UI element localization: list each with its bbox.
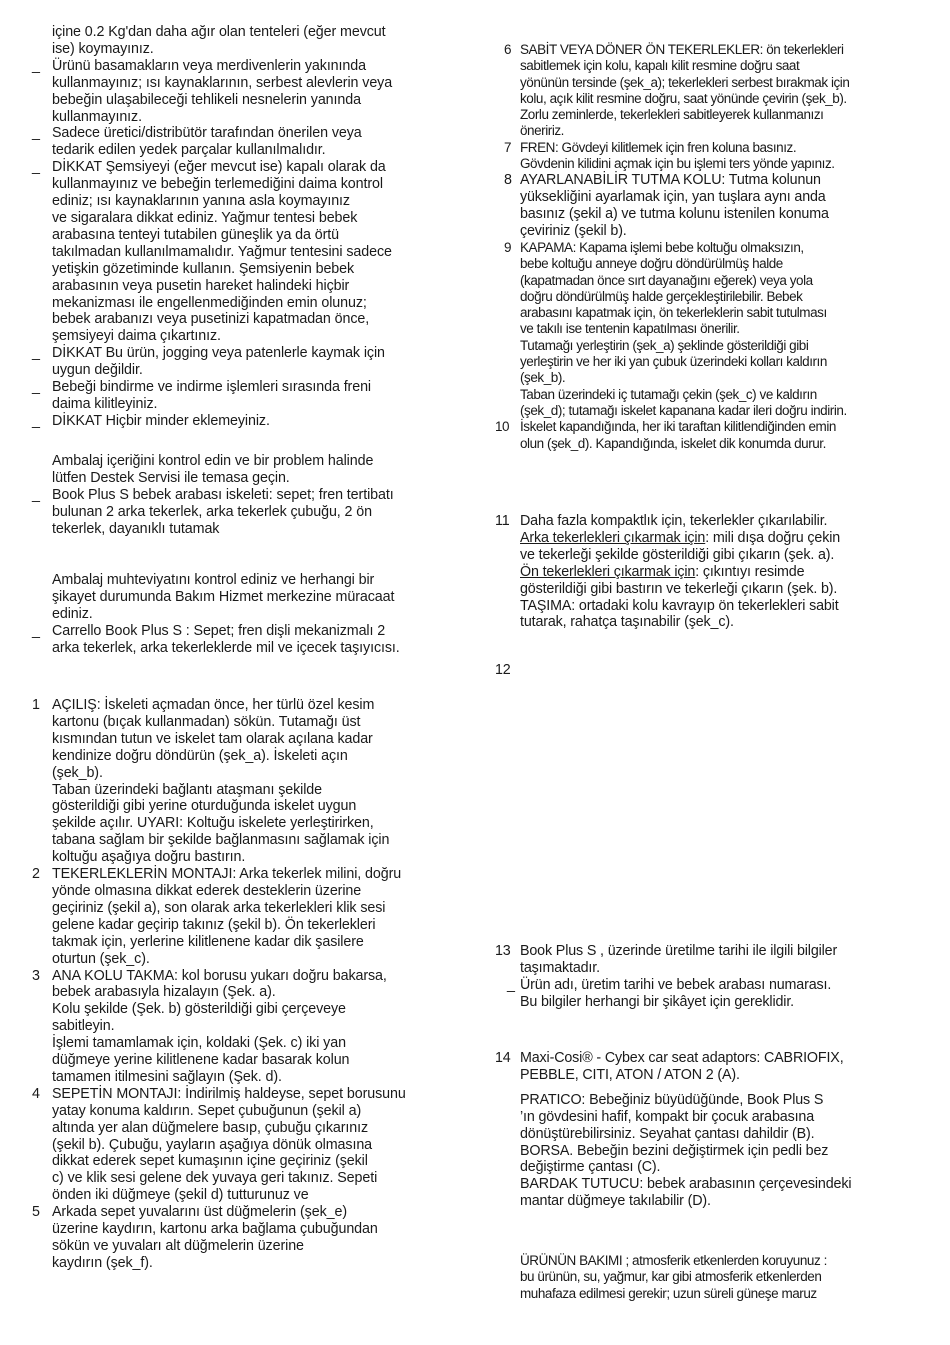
step-number: 11 (495, 513, 510, 529)
step-number: 3 (32, 967, 40, 984)
step-item: 3 ANA KOLU TAKMA: kol borusu yukarı doğru bakarsa, bebek arabasıyla hizalayın (Şek. a). Kolu şekilde (Şek. b) gösterildiği gibi çerçeveye sabitleyin. İşlemi tamamlamak için, koldaki (Şek. c) iki yan düğmeye yerine kilitlenene kadar basarak kolun tamamen itilmesini sağlayın (Şek. d). (32, 967, 387, 1085)
step-item: 9 KAPAMA: Kapama işlemi bebe koltuğu olmaksızın, bebe koltuğu anneye doğru döndürülmüş halde (kapatmadan önce sırt dayanağını eğerek) veya yola doğru döndürülmüş halde gerçekleştirilebilir. Bebek arabasını kapatmak için, ön tekerleklerin sabit tutulması ve takılı ise tentenin kapatılması önerilir. Tutamağı yerleştirin (şek_a) şeklinde gösterildiği gibi yerleştirin ve her iki yan çubuk üzerindeki kolları kaldırın (şek_b). Taban üzerindeki iç tutamağı çekin (şek_c) ve kaldırın (şek_d); tutamağı iskelet kapanana kadar ileri doğru indirin. (495, 240, 935, 419)
step-item: 2 TEKERLEKLERİN MONTAJI: Arka tekerlek milini, doğru yönde olmasına dikkat ederek desteklerin üzerine geçiriniz (şekil a), son olarak arka tekerlekleri klik sesi gelene kadar geçirip takınız (şekil b). Ön tekerlekleri takmak için, yerlerine kilitlenene kadar dik şasilere oturtun (şek_c). (32, 866, 402, 967)
package-item: _ Carrello Book Plus S : Sepet; fren dişli mekanizmalı 2 arka tekerlek, arka tekerleklerde mil ve içecek taşıyıcısı. (32, 622, 400, 656)
step-item: 1 AÇILIŞ: İskeleti açmadan önce, her türlü özel kesim kartonu (bıçak kullanmadan) sökün. Tutamağı üst kısmından tutun ve iskelet tam olarak açılana kadar kendinize doğru döndürün (şek_a). İskeleti açın (şek_b). Taban üzerindeki bağlantı ataşmanı şekilde gösterildiği gibi yerine oturduğunda iskelet uygun şekilde açılır. UYARI: Koltuğu iskelete yerleştirirken, tabana sağlam bir şekilde bağlanmasını sağlamak için koltuğu aşağıya doğru bastırın. (32, 697, 390, 866)
step-number: 13 (495, 943, 511, 959)
warnings-list (32, 24, 462, 430)
package-intro: Ambalaj içeriğini kontrol edin ve bir problem halinde lütfen Destek Servisi ile temasa geçin. (52, 453, 374, 486)
step-number: 5 (32, 1204, 40, 1221)
warning-item: _ DİKKAT Bu ürün, jogging veya patenlerle kaymak için uygun değildir. (32, 345, 385, 379)
warning-item: _ Sadece üretici/distribütör tarafından önerilen veya tedarik edilen yedek parçalar kullanılmalıdır. (32, 125, 362, 159)
step-11: 11 Daha fazla kompaktlık için, tekerlekler çıkarılabilir. Arka tekerlekleri çıkarmak için: mili dışa doğru çekin ve tekerleği şekilde gösterildiği gibi çıkarın (şek. a). Ön tekerlekleri çıkarmak için: çıkıntıyı resimde gösterildiği gibi bastırın ve tekerleği çıkarın (şek. b). TAŞIMA: ortadaki kolu kavrayıp ön tekerlekleri sabit tutarak, rahatça taşınabilir (şek_c). (495, 513, 841, 631)
step-number: 9 (504, 240, 512, 255)
package-contents-1 (32, 453, 462, 538)
front-wheels-heading: Ön tekerlekleri çıkarmak için (520, 563, 696, 580)
step-number: 8 (504, 172, 512, 189)
step-13: 13 Book Plus S , üzerinde üretilme tarihi ile ilgili bilgiler taşımaktadır. _ Ürün adı, üretim tarihi ve bebek arabası numarası. Bu bilgiler herhangi bir şikâyet için gereklidir. (495, 943, 838, 1010)
warning-item: _ DİKKAT Hiçbir minder eklemeyiniz. (32, 412, 270, 429)
step-number: 14 (495, 1050, 511, 1066)
step-number: 6 (504, 42, 512, 57)
warning-item: _ DİKKAT Şemsiyeyi (eğer mevcut ise) kapalı olarak da kullanmayınız ve bebeğin terlemediğini daima kontrol ediniz; ısı kaynaklarının yanına asla koymayınız ve sigaralara dikkat ediniz. Yağmur tentesi bebek arabasına tenteyi tutabilen güneşlik ya da örtü takılmadan kullanılmamalıdır. Yağmur tentesini sadece yetişkin gözetiminde kullanın. Şemsiyenin bebek arabasının veya pusetin hareket halindeki hiçbir mekanizması ile engellenmediğinden emin olunuz; bebek arabanızı veya pusetinizi kapatmadan önce, şemsiyeyi daima çıkartınız. (32, 159, 392, 345)
step-number: 7 (504, 139, 512, 155)
assembly-steps (32, 697, 462, 1272)
accessories: PRATICO: Bebeğiniz büyüdüğünde, Book Plus S ’ın gövdesini hafif, kompakt bir çocuk arabasına dönüştürebilirsiniz. Seyahat çantası dahildir (B). BORSA. Bebeğin bezini değiştirmek için pedli bez değiştirme çantası (C). BARDAK TUTUCU: bebek arabasının çerçevesindeki mantar düğmeye takılabilir (D). (520, 1091, 852, 1210)
product-care: ÜRÜNÜN BAKIMI ; atmosferik etkenlerden koruyunuz : bu ürünün, su, yağmur, kar gibi atmosferik etkenlerden muhafaza edilmesi gerekir; uzun süreli güneşe maruz (520, 1253, 827, 1301)
step-number: 1 (32, 697, 40, 713)
package-intro: Ambalaj muhteviyatını kontrol ediniz ve herhangi bir şikayet durumunda Bakım Hizmet merkezine müracaat ediniz. (52, 572, 395, 622)
package-contents-2 (32, 572, 462, 657)
step-item: 4 SEPETİN MONTAJI: İndirilmiş haldeyse, sepet borusunu yatay konuma kaldırın. Sepet çubuğunun (şekil a) altında yer alan düğmelere basıp, çubuğu çıkarınız (şekil b). Çubuğu, yayların aşağıya dönük olmasına dikkat ederek sepet kumaşının içine geçiriniz (şekil c) ve klik sesi gelene dek yuvaya geri takınız. Sepeti önden iki düğmeye (şekil d) tutturunuz ve (32, 1085, 406, 1204)
warning-item: _ Ürünü basamakların veya merdivenlerin yakınında kullanmayınız; ısı kaynaklarının, serbest alevlerin veya bebeğin ulaşabileceği tehlikeli nesnelerin yanında kullanmayınız. (32, 57, 393, 125)
step-14: 14 Maxi-Cosi® - Cybex car seat adaptors: CABRIOFIX, PEBBLE, CITI, ATON / ATON 2 (A). PRATICO: Bebeğiniz büyüdüğünde, Book Plus S ’ın gövdesini hafif, kompakt bir çocuk arabasına dönüştürebilirsiniz. Seyahat çantası dahildir (B). BORSA. Bebeğin bezini değiştirmek için pedli bez değiştirme çantası (C). BARDAK TUTUCU: bebek arabasının çerçevesindeki mantar düğmeye takılabilir (D). (495, 1050, 935, 1210)
warning-item: içine 0.2 Kg'dan daha ağır olan tenteleri (eğer mevcut ise) koymayınız. (52, 24, 386, 57)
step-item: 6 SABİT VEYA DÖNER ÖN TEKERLEKLER: ön tekerlekleri sabitlemek için kolu, kapalı kilit resmine doğru saat yönünün tersinde (şek_a); tekerlekleri serbest bırakmak için kolu, açık kilit resmine doğru, saat yönünde çevirin (şek_b). Zorlu zeminlerde, tekerlekleri sabitleyerek kullanmanızı öneririz. (495, 42, 935, 140)
step-number: 12 (495, 662, 511, 678)
steps-6-10 (495, 42, 935, 452)
step-item: 10 İskelet kapandığında, her iki taraftan kilitlendiğinden emin olun (şek_d). Kapandığında, iskelet dik konumda durur. (495, 419, 836, 451)
step-12 (495, 662, 935, 679)
package-item: _ Book Plus S bebek arabası iskeleti: sepet; fren tertibatı bulunan 2 arka tekerlek, arka tekerlek çubuğu, 2 ön tekerlek, dayanıklı tutamak (32, 486, 394, 537)
step-number: 4 (32, 1085, 40, 1102)
step-item: 8 AYARLANABİLİR TUTMA KOLU: Tutma kolunun yüksekliğini ayarlamak için, yan tuşlara aynı anda basınız (şekil a) ve tutma kolunu istenilen konuma çeviriniz (şekil b). (495, 172, 935, 240)
step-item: 7 FREN: Gövdeyi kilitlemek için fren koluna basınız. Gövdenin kilidini açmak için bu işlemi ters yönde yapınız. (495, 140, 935, 173)
rear-wheels-heading: Arka tekerlekleri çıkarmak için (520, 529, 706, 546)
step-item: 5 Arkada sepet yuvalarını üst düğmelerin (şek_e) üzerine kaydırın, kartonu arka bağlama çubuğundan sökün ve yuvaları alt düğmelerin üzerine kaydırın (şek_f). (32, 1204, 378, 1271)
warning-item: _ Bebeği bindirme ve indirme işlemleri sırasında freni daima kilitleyiniz. (32, 379, 372, 412)
step-number: 2 (32, 866, 40, 883)
step-number: 10 (495, 419, 510, 435)
